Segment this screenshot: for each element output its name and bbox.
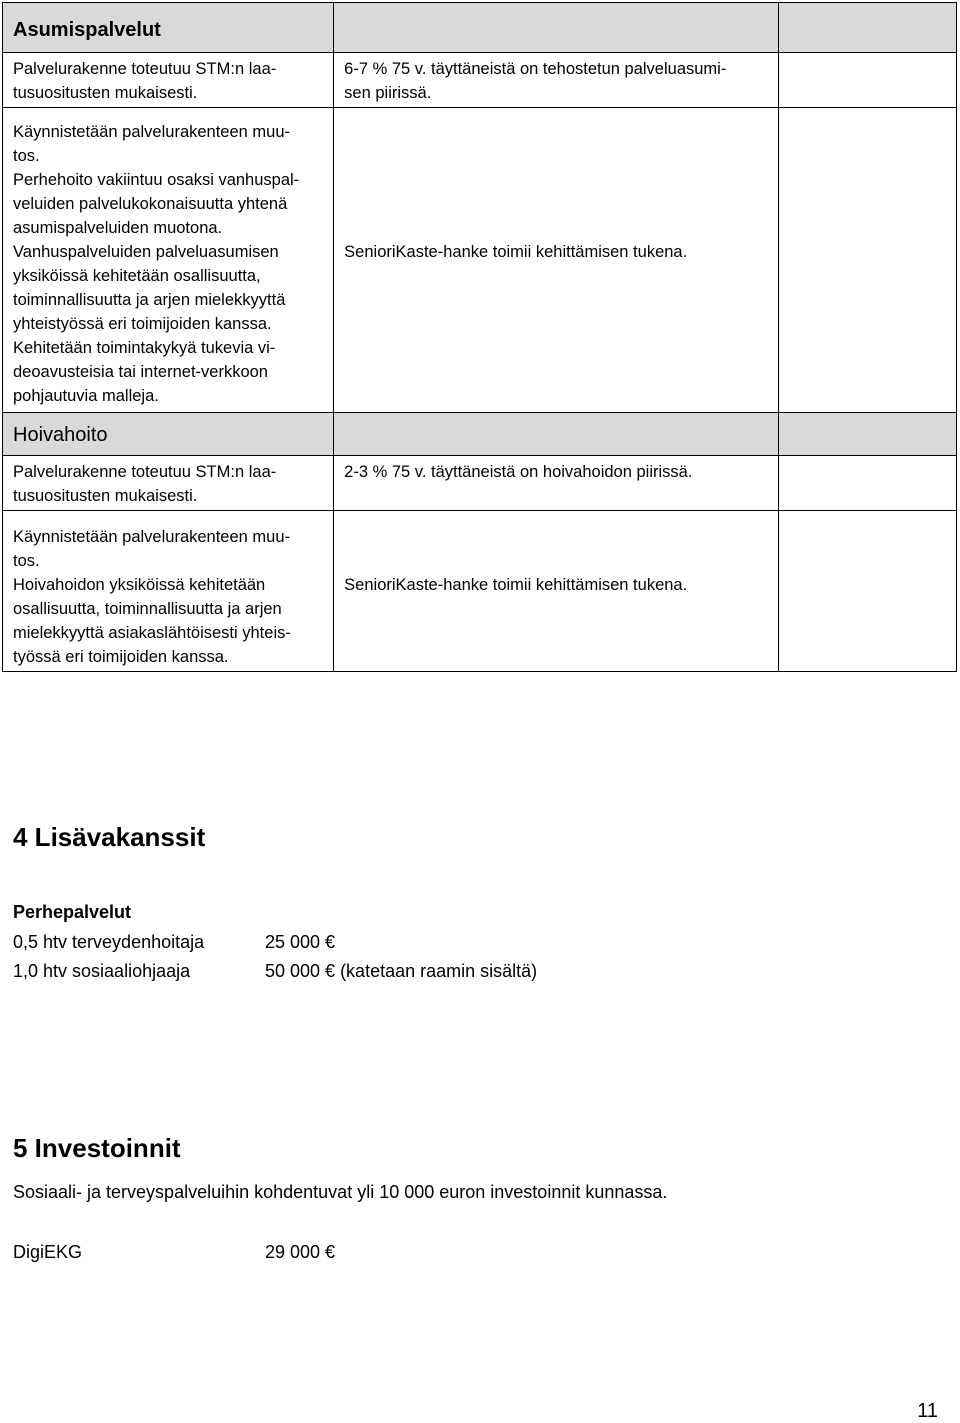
investment-amount: 29 000 €	[265, 1242, 336, 1262]
table-row	[3, 53, 957, 108]
section-heading-lisavakanssit: 4 Lisävakanssit	[13, 822, 206, 852]
table-row	[3, 108, 957, 413]
indicator-cell: 2-3 % 75 v. täyttäneistä on hoivahoidon piirissä.	[334, 456, 778, 511]
action-cell: Käynnistetään palvelurakenteen muu- tos. Perhehoito vakiintuu osaksi vanhuspal- veluiden palvelukokonaisuutta yhtenä asumispalveluiden muotona. Vanhuspalveluiden palveluasumisen yksiköissä kehitetään osallisuutta, toiminnallisuutta ja arjen mielekkyyttä yhteistyössä eri toimijoiden kanssa. Kehitetään toimintakykyä tukevia vi- deoavusteisia tai internet-verkkoon pohjautuvia malleja.	[3, 108, 334, 413]
indicator-cell: 6-7 % 75 v. täyttäneistä on tehostetun palveluasumi- sen piirissä.	[334, 53, 778, 108]
action-cell: Käynnistetään palvelurakenteen muu- tos. Hoivahoidon yksiköissä kehitetään osallisuutta, toiminnallisuutta ja arjen mielekkyyttä asiakaslähtöisesti yhteis- työssä eri toimijoiden kanssa.	[3, 511, 334, 672]
support-cell: SenioriKaste-hanke toimii kehittämisen tukena.	[334, 511, 778, 672]
position-label: 0,5 htv terveydenhoitaja	[13, 932, 205, 952]
section-header-hoivahoito	[3, 413, 957, 456]
services-table	[2, 2, 957, 672]
page-number: 11	[917, 1400, 938, 1422]
support-cell: SenioriKaste-hanke toimii kehittämisen tukena.	[334, 108, 778, 413]
section-header-asumispalvelut	[3, 3, 957, 53]
table-row	[3, 511, 957, 672]
section-heading-investoinnit: 5 Investoinnit	[13, 1133, 181, 1163]
section-title-asumispalvelut: Asumispalvelut	[3, 3, 334, 53]
goal-cell: Palvelurakenne toteutuu STM:n laa- tusuositusten mukaisesti.	[3, 53, 334, 108]
subheading-perhepalvelut: Perhepalvelut	[13, 902, 132, 922]
section-title-hoivahoito: Hoivahoito	[3, 413, 334, 456]
position-amount: 25 000 €	[265, 932, 336, 952]
position-label: 1,0 htv sosiaaliohjaaja	[13, 961, 191, 981]
table-row	[3, 456, 957, 511]
investments-description: Sosiaali- ja terveyspalveluihin kohdentuvat yli 10 000 euron investoinnit kunnassa.	[13, 1182, 668, 1202]
investment-label: DigiEKG	[13, 1242, 83, 1262]
position-amount: 50 000 € (katetaan raamin sisältä)	[265, 961, 538, 981]
goal-cell: Palvelurakenne toteutuu STM:n laa- tusuositusten mukaisesti.	[3, 456, 334, 511]
